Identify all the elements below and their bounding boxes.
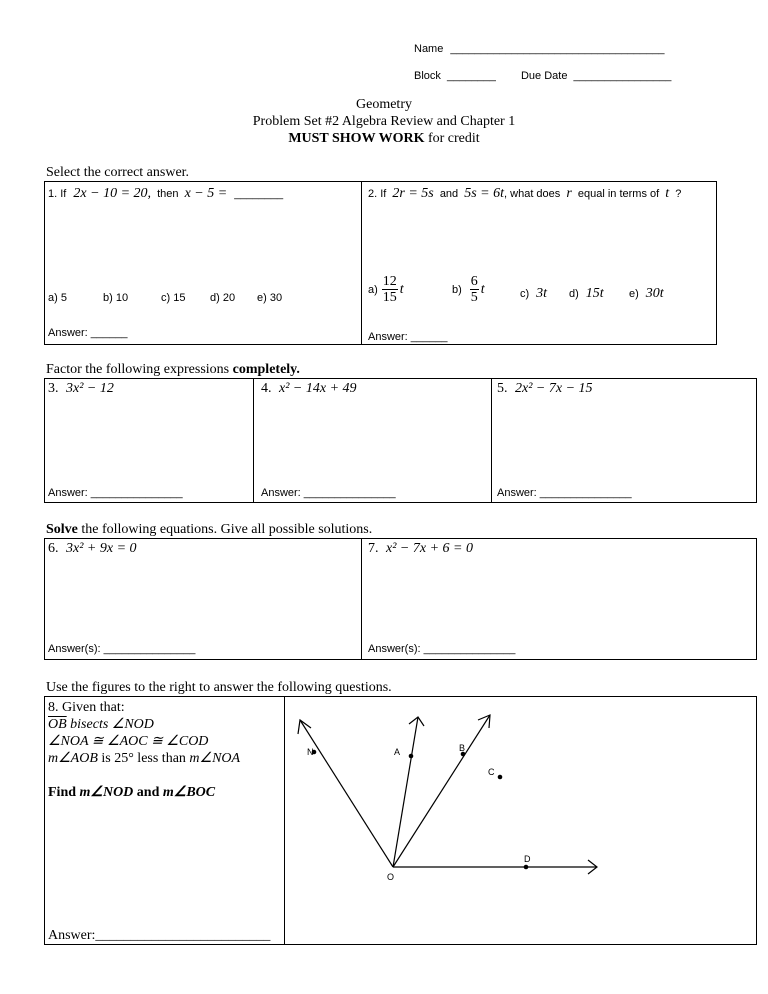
- label-b: B: [459, 743, 466, 753]
- q2-choice-a-num: 12: [382, 274, 397, 289]
- ray-on: [300, 720, 393, 867]
- q2-choice-e: [629, 284, 664, 302]
- q2-choice-b-var: t: [480, 281, 485, 297]
- section2-box: [44, 378, 757, 503]
- due-date-line: ________________: [573, 70, 672, 82]
- q2-answer: Answer: ______: [368, 331, 448, 343]
- q4-expression: x² − 14x + 49: [279, 381, 357, 396]
- name-line: ___________________________________: [450, 43, 665, 55]
- q2-choice-a-var: t: [399, 281, 404, 297]
- q7-label: 7.: [368, 541, 379, 556]
- q7-answer: Answer(s): _______________: [368, 643, 516, 655]
- q1-choice-d: d) 20: [210, 292, 236, 304]
- q2-rest: , what does: [504, 188, 561, 200]
- q6-prompt: [48, 541, 137, 557]
- find-and: and: [133, 785, 163, 800]
- q2-r: r: [566, 186, 572, 201]
- q2-choice-a-fraction: [382, 274, 398, 305]
- q2-eq1: 2r = 5s: [392, 186, 434, 201]
- q8-line-3-a: m∠AOB: [48, 751, 98, 766]
- q2-choice-a: [368, 274, 404, 305]
- section2-instruction: [46, 362, 300, 378]
- q1-prefix: 1. If: [48, 188, 67, 200]
- q8-line-3: [48, 750, 240, 767]
- angle-figure: [285, 697, 756, 944]
- section1-instruction: Select the correct answer.: [46, 165, 190, 180]
- q8-label: 8. Given that:: [48, 700, 125, 715]
- section2-divider-2: [491, 378, 492, 503]
- q8-find: [48, 784, 215, 801]
- q2-choice-d: [569, 284, 604, 302]
- ray-ob: $\overline{OB}$: [48, 717, 67, 732]
- q1-answer: Answer: ______: [48, 327, 128, 339]
- q1-choice-c: c) 15: [161, 292, 186, 304]
- q2-choice-e-label: e): [629, 288, 639, 300]
- q1-prompt: [48, 186, 283, 202]
- q2-qmark: ?: [675, 188, 682, 200]
- block-label: Block: [414, 70, 441, 82]
- q5-label: 5.: [497, 381, 508, 396]
- q6-answer: Answer(s): _______________: [48, 643, 196, 655]
- section1-divider: [361, 181, 362, 345]
- q4-label: 4.: [261, 381, 272, 396]
- q4-answer: Answer: _______________: [261, 487, 396, 499]
- q3-answer: Answer: _______________: [48, 487, 183, 499]
- find-label: Find: [48, 785, 80, 800]
- q7-prompt: [368, 541, 473, 557]
- q2-choice-a-label: a): [368, 283, 378, 296]
- point-d: [524, 865, 529, 870]
- must-show-work: MUST SHOW WORK: [288, 131, 425, 146]
- title-line-3: [0, 130, 768, 147]
- q2-t: t: [665, 186, 670, 201]
- label-c: C: [488, 767, 495, 777]
- section2-divider-1: [253, 378, 254, 503]
- ray-oa: [393, 717, 418, 867]
- q2-choice-c-value: 3t: [536, 286, 548, 301]
- q3-label: 3.: [48, 381, 59, 396]
- label-o: O: [387, 872, 395, 882]
- q2-choice-d-value: 15t: [585, 286, 604, 301]
- q5-prompt: [497, 381, 593, 397]
- title-line-1: Geometry: [356, 97, 412, 112]
- q3-prompt: [48, 381, 114, 397]
- section3-instruction: [46, 522, 372, 538]
- section3-divider: [361, 538, 362, 660]
- ray-ob-line: [393, 715, 490, 867]
- q3-expression: 3x² − 12: [66, 381, 114, 396]
- q8-answer: Answer:_________________________: [48, 928, 271, 943]
- point-a: [409, 754, 414, 759]
- q2-choice-d-label: d): [569, 288, 579, 300]
- label-n: N: [307, 747, 314, 757]
- q2-prefix: 2. If: [368, 188, 387, 200]
- q8-given: [48, 699, 240, 767]
- q8-line-2: ∠NOA ≅ ∠AOC ≅ ∠COD: [48, 734, 209, 749]
- q1-choice-a: a) 5: [48, 292, 67, 304]
- section2-instruction-text: Factor the following expressions: [46, 362, 233, 377]
- label-a: A: [394, 747, 401, 757]
- q8-line-3-c: m∠NOA: [189, 751, 241, 766]
- q2-rest2: equal in terms of: [577, 188, 660, 200]
- q1-choice-b: b) 10: [103, 292, 129, 304]
- due-date-label: Due Date: [520, 70, 568, 82]
- q2-choice-e-value: 30t: [645, 286, 664, 301]
- q6-label: 6.: [48, 541, 59, 556]
- find-boc: m∠BOC: [162, 785, 216, 800]
- q2-choice-b-den: 5: [470, 290, 478, 305]
- q1-equation: 2x − 10 = 20,: [73, 186, 152, 201]
- q8-line-1-rest: bisects ∠NOD: [66, 717, 154, 732]
- title-line-3-rest: for credit: [424, 131, 480, 146]
- q8-line-1: [48, 716, 240, 733]
- section3-instruction-bold: Solve: [46, 522, 78, 537]
- page-title: [0, 96, 768, 147]
- q4-prompt: [261, 381, 357, 397]
- name-label: Name: [414, 43, 444, 55]
- q8-line-3-b: is 25° less than: [97, 751, 190, 766]
- q7-expression: x² − 7x + 6 = 0: [386, 541, 473, 556]
- q1-blank: ________: [234, 188, 284, 200]
- q2-choice-b-fraction: [470, 274, 479, 305]
- section4-instruction: Use the figures to the right to answer the following questions.: [46, 680, 392, 695]
- name-row: [414, 43, 665, 55]
- q2-choice-c-label: c): [520, 288, 530, 300]
- q5-answer: Answer: _______________: [497, 487, 632, 499]
- block-line: ________: [446, 70, 496, 82]
- find-nod: m∠NOD: [79, 785, 134, 800]
- point-c: [498, 775, 503, 780]
- q2-and: and: [439, 188, 459, 200]
- q1-choice-e: e) 30: [257, 292, 283, 304]
- q2-choice-b-label: b): [452, 283, 462, 296]
- q6-expression: 3x² + 9x = 0: [66, 541, 137, 556]
- q2-choice-b: [452, 274, 485, 305]
- block-row: [414, 70, 671, 82]
- q1-then: then: [157, 188, 179, 200]
- q2-choice-c: [520, 284, 547, 302]
- q2-eq2: 5s = 6t: [464, 186, 505, 201]
- q2-choice-b-num: 6: [470, 274, 478, 289]
- q2-prompt: [368, 186, 681, 202]
- q1-ask: x − 5 =: [184, 186, 228, 201]
- q2-choice-a-den: 15: [382, 290, 397, 305]
- label-d: D: [524, 854, 531, 864]
- section1-box: [44, 181, 717, 345]
- q5-expression: 2x² − 7x − 15: [515, 381, 593, 396]
- section2-instruction-bold: completely.: [232, 362, 300, 377]
- section3-instruction-text: the following equations. Give all possible solutions.: [77, 522, 373, 537]
- title-line-2: Problem Set #2 Algebra Review and Chapter 1: [252, 114, 516, 129]
